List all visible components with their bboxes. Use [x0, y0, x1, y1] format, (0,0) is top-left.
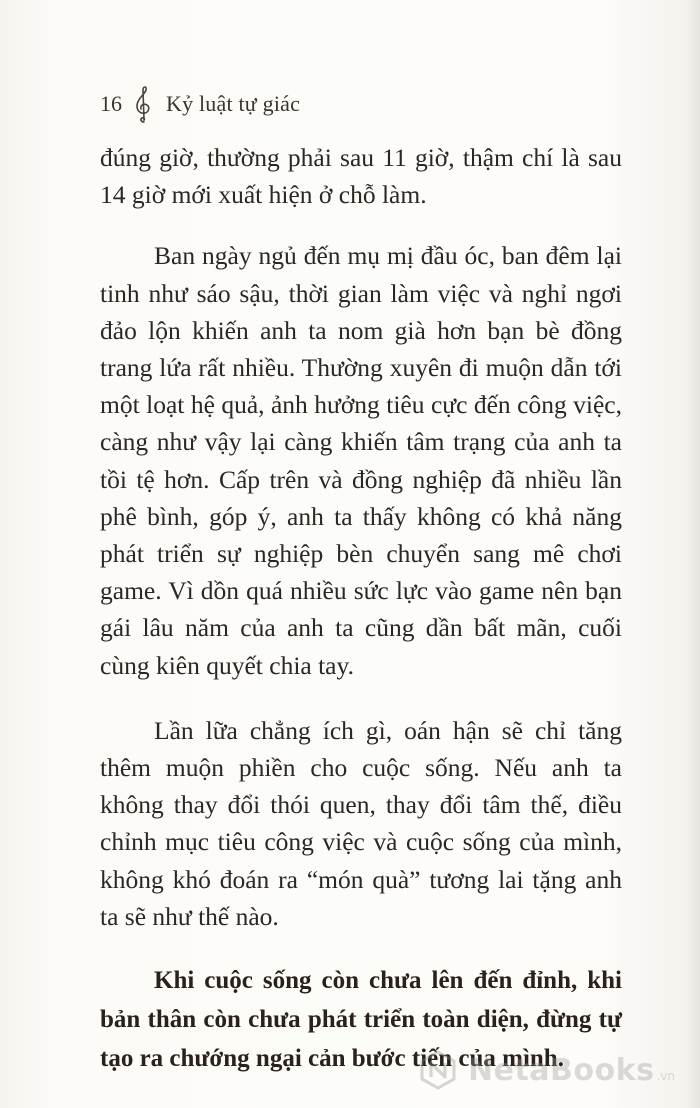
watermark — [418, 1050, 675, 1090]
highlighted-quote: Khi cuộc sống còn chưa lên đến đỉnh, khi bản thân còn chưa phát triển toàn diện, đừng tự tạo ra chướng ngại cản bước tiến của mình. — [100, 967, 622, 1073]
running-title: Kỷ luật tự giác — [166, 91, 301, 116]
paragraph: Ban ngày ngủ đến mụ mị đầu óc, ban đêm lại tinh như sáo sậu, thời gian làm việc và nghỉ ngơi đảo lộn khiến anh ta nom già hơn bạn bè đồng trang lứa rất nhiều. Thường xuyên đi muộn dẫn tới một loạt hệ quả, ảnh hưởng tiêu cực đến công việc, càng như vậy lại càng khiến tâm trạng của anh ta tồi tệ hơn. Cấp trên và đồng nghiệp đã nhiều lần phê bình, góp ý, anh ta thấy không có khả năng phát triển sự nghiệp bèn chuyển sang mê chơi game. Vì dồn quá nhiều sức lực vào game nên bạn gái lâu năm của anh ta cũng dần bất mãn, cuối cùng kiên quyết chia tay. — [100, 241, 622, 680]
running-header — [100, 84, 300, 124]
paragraph-continuation: đúng giờ, thường phải sau 11 giờ, thậm chí là sau 14 giờ mới xuất hiện ở chỗ làm. — [100, 143, 622, 210]
treble-clef-icon — [132, 84, 154, 124]
netabooks-logo-icon — [418, 1050, 458, 1090]
watermark-brand: NetaBooks — [468, 1052, 655, 1088]
page-edge-shadow — [686, 0, 700, 1108]
watermark-suffix: .vn — [656, 1069, 675, 1083]
body-text — [100, 139, 622, 1078]
paragraph: Lần lữa chẳng ích gì, oán hận sẽ chỉ tăng thêm muộn phiền cho cuộc sống. Nếu anh ta không thay đổi thói quen, thay đổi tâm thế, điều chỉnh mục tiêu công việc và cuộc sống của mình, không khó đoán ra “món quà” tương lai tặng anh ta sẽ như thế nào. — [100, 715, 622, 931]
page-number: 16 — [100, 91, 122, 116]
